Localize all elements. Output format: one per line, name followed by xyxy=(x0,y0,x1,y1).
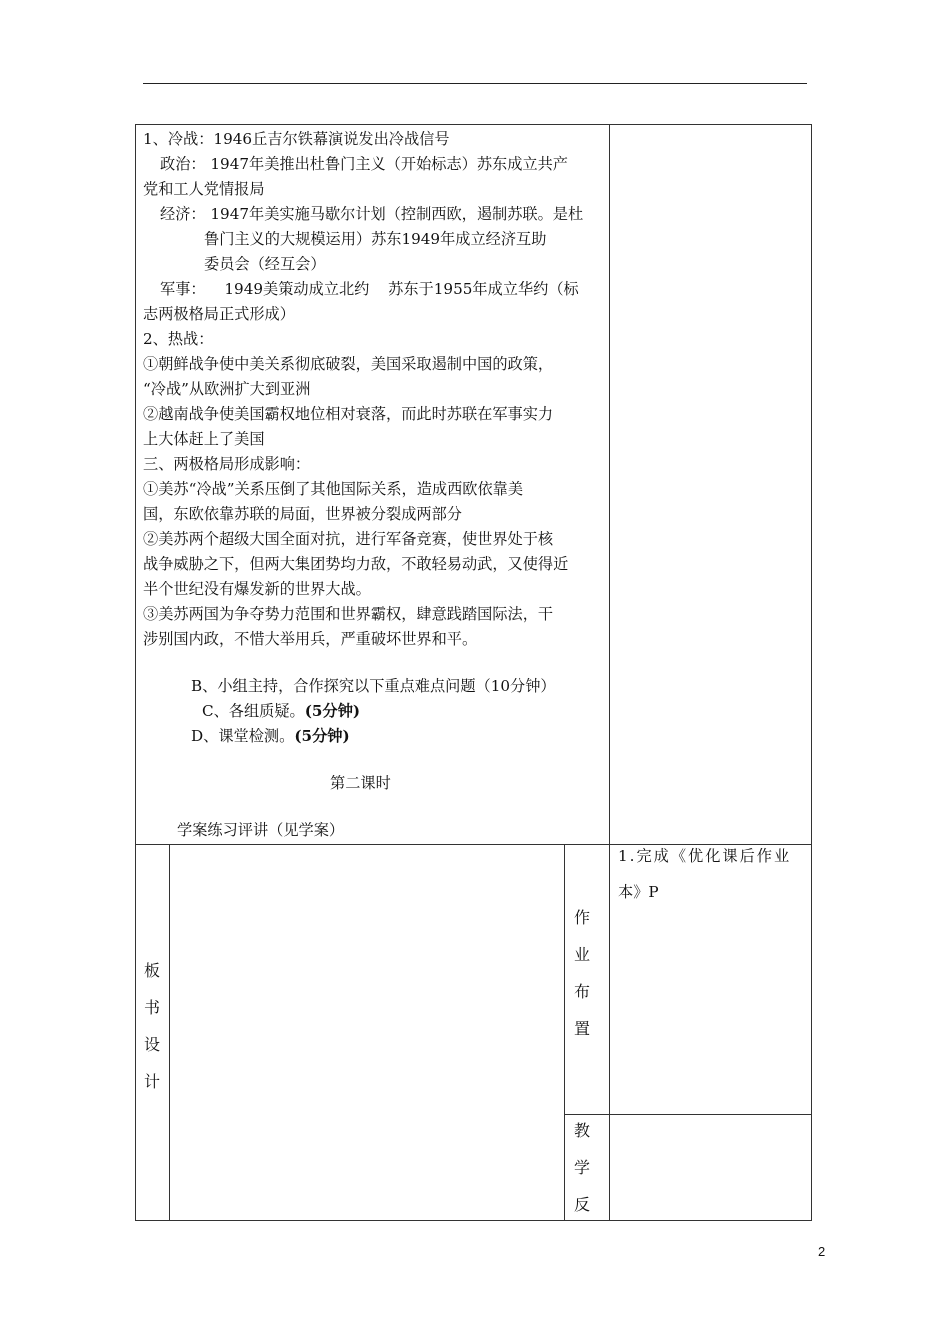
homework-item-line-2: 本》P xyxy=(618,883,659,901)
impact-1-line-1: ①美苏“冷战”关系压倒了其他国际关系，造成西欧依靠美 xyxy=(143,480,524,498)
step-d-time: (5分钟) xyxy=(294,727,350,745)
step-c xyxy=(202,701,360,721)
economy-line-1: 经济： 1947年美实施马歇尔计划（控制西欧，遏制苏联。是杜 xyxy=(160,205,584,223)
military-line-2: 志两极格局正式形成） xyxy=(143,305,295,323)
step-c-time: (5分钟) xyxy=(304,702,361,720)
step-d xyxy=(191,726,350,746)
heading-hot-war: 2、热战： xyxy=(143,330,214,348)
economy-line-3: 委员会（经互会） xyxy=(204,255,326,273)
impact-3-line-2: 涉别国内政，不惜大举用兵，严重破坏世界和平。 xyxy=(143,630,478,648)
homework-label-char: 置 xyxy=(573,1019,590,1038)
board-design-label-char: 书 xyxy=(143,998,160,1017)
second-lesson-title: 第二课时 xyxy=(330,774,391,792)
homework-label-cell xyxy=(564,844,610,1115)
board-design-label-char: 板 xyxy=(143,961,160,980)
board-design-label-char: 计 xyxy=(143,1072,160,1091)
header-rule xyxy=(143,83,807,84)
reflection-label-char: 反 xyxy=(573,1195,590,1214)
vietnam-war-line-2: 上大体赶上了美国 xyxy=(143,430,265,448)
review-line: 学案练习评讲（见学案） xyxy=(177,821,345,839)
impact-3-line-1: ③美苏两国为争夺势力范围和世界霸权，肆意践踏国际法，干 xyxy=(143,605,554,623)
homework-label-char: 布 xyxy=(573,982,590,1001)
heading-cold-war: 1、冷战：1946丘吉尔铁幕演说发出冷战信号 xyxy=(143,130,450,148)
page-number: 2 xyxy=(818,1244,826,1259)
politics-line-1: 政治： 1947年美推出杜鲁门主义（开始标志）苏东成立共产 xyxy=(160,155,568,173)
korea-war-line-2: “冷战”从欧洲扩大到亚洲 xyxy=(143,380,311,398)
board-design-cell xyxy=(169,844,565,1221)
reflection-label-char: 学 xyxy=(573,1158,590,1177)
reflection-label-char: 教 xyxy=(573,1121,590,1140)
homework-item-line-1: 1.完成《优化课后作业 xyxy=(618,847,792,865)
step-d-text: D、课堂检测。 xyxy=(191,727,295,745)
vietnam-war-line-1: ②越南战争使美国霸权地位相对衰落，而此时苏联在军事实力 xyxy=(143,405,554,423)
politics-line-2: 党和工人党情报局 xyxy=(143,180,265,198)
economy-line-2: 鲁门主义的大规模运用）苏东1949年成立经济互助 xyxy=(204,230,547,248)
impact-2-line-3: 半个世纪没有爆发新的世界大战。 xyxy=(143,580,371,598)
board-design-label-char: 设 xyxy=(143,1035,160,1054)
impact-1-line-2: 国，东欧依靠苏联的局面，世界被分裂成两部分 xyxy=(143,505,462,523)
military-line-1: 军事： 1949美策动成立北约 苏东于1955年成立华约（标 xyxy=(160,280,579,298)
notes-cell xyxy=(609,124,812,845)
heading-impact: 三、两极格局形成影响： xyxy=(143,455,311,473)
step-b: B、小组主持，合作探究以下重点难点问题（10分钟） xyxy=(191,677,556,695)
reflection-content-cell xyxy=(609,1114,812,1221)
korea-war-line-1: ①朝鲜战争使中美关系彻底破裂，美国采取遏制中国的政策， xyxy=(143,355,554,373)
impact-2-line-2: 战争威胁之下，但两大集团势均力敌，不敢轻易动武，又使得近 xyxy=(143,555,569,573)
board-label-cell xyxy=(135,844,170,1221)
homework-label-char: 作 xyxy=(573,908,590,927)
impact-2-line-1: ②美苏两个超级大国全面对抗，进行军备竞赛，使世界处于核 xyxy=(143,530,554,548)
step-c-text: C、各组质疑。 xyxy=(202,702,305,720)
homework-label-char: 业 xyxy=(573,945,590,964)
